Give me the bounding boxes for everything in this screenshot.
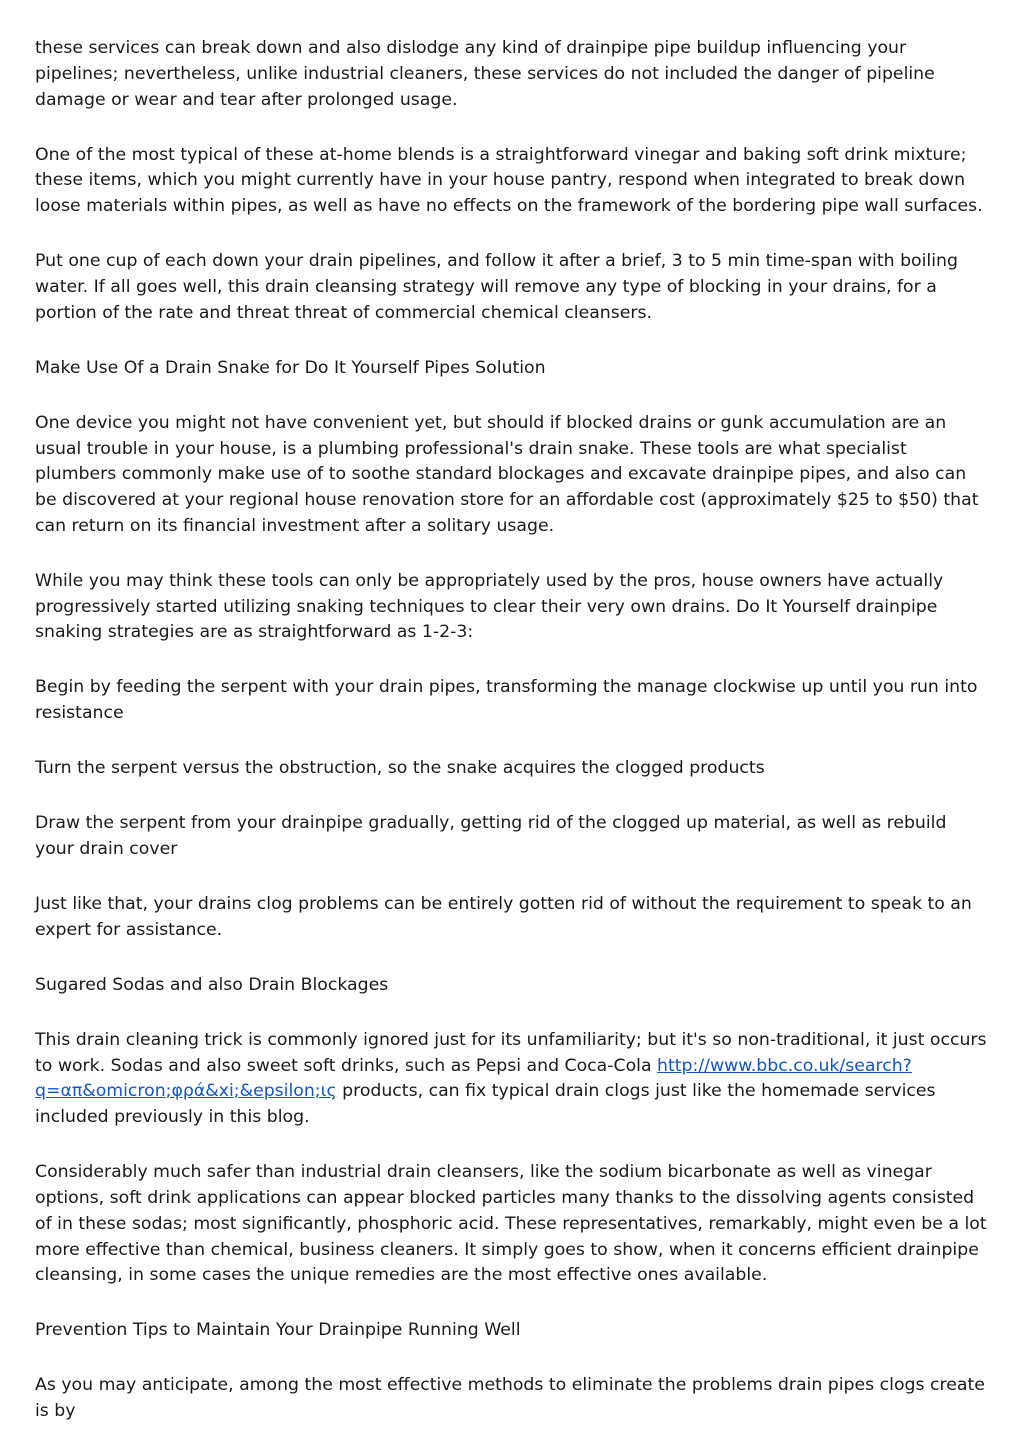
paragraph-boiling-water: Put one cup of each down your drain pipelines, and follow it after a brief, 3 to 5 min time-span with boiling water. If all goes well, this drain cleansing strategy will remove any type of blocking in your drains, for a portion of the rate and threat threat of commercial chemical cleansers. xyxy=(35,251,958,323)
document-body xyxy=(35,36,990,1454)
bbc-search-link[interactable]: http://www.bbc.co.uk/search?q=απ&omicron;φρά&xi;&epsilon;ις xyxy=(35,1055,912,1102)
section-heading-sugared-sodas: Sugared Sodas and also Drain Blockages xyxy=(35,974,389,995)
step-feed-serpent: Begin by feeding the serpent with your drain pipes, transforming the manage clockwise up until you run into resistance xyxy=(35,677,978,724)
step-turn-serpent: Turn the serpent versus the obstruction, so the snake acquires the clogged products xyxy=(35,758,765,779)
paragraph-just-like-that: Just like that, your drains clog problems can be entirely gotten rid of without the requirement to speak to an expert for assistance. xyxy=(35,894,972,940)
paragraph-safer-than-cleansers: Considerably much safer than industrial drain cleansers, like the sodium bicarbonate as well as vinegar options, soft drink applications can appear blocked particles many thanks to the dissolving agents consisted of in these sodas; most significantly, phosphoric acid. These representatives, remarkably, might even be a lot more effective than chemical, business cleaners. It simply goes to show, when it concerns efficient drainpipe cleansing, in some cases the unique remedies are the most effective ones available. xyxy=(35,1162,987,1286)
paragraph-prevention-intro: As you may anticipate, among the most effective methods to eliminate the problems drain pipes clogs create is by xyxy=(35,1375,985,1422)
paragraph-soda-trick xyxy=(35,1028,990,1131)
soda-trick-text-after: products, can fix typical drain clogs just like the homemade services included previously in this blog. xyxy=(35,1081,936,1128)
paragraph-services-intro: these services can break down and also dislodge any kind of drainpipe pipe buildup influencing your pipelines; nevertheless, unlike industrial cleaners, these services do not included the danger of pipeline damage or wear and tear after prolonged usage. xyxy=(35,38,935,110)
paragraph-vinegar-baking-soda: One of the most typical of these at-home blends is a straightforward vinegar and baking soft drink mixture; these items, which you might currently have in your house pantry, respond when integrated to break down loose materials within pipes, as well as have no effects on the framework of the bordering pipe wall surfaces. xyxy=(35,144,983,217)
section-heading-drain-snake: Make Use Of a Drain Snake for Do It Yourself Pipes Solution xyxy=(35,357,546,378)
section-heading-prevention-tips: Prevention Tips to Maintain Your Drainpipe Running Well xyxy=(35,1320,521,1341)
paragraph-drain-snake-device: One device you might not have convenient yet, but should if blocked drains or gunk accumulation are an usual trouble in your house, is a plumbing professional's drain snake. These tools are what specialist plumbers commonly make use of to soothe standard blockages and excavate drainpipe pipes, and also can be discovered at your regional house renovation store for an affordable cost (approximately $25 to $50) that can return on its financial investment after a solitary usage. xyxy=(35,412,979,536)
step-draw-serpent: Draw the serpent from your drainpipe gradually, getting rid of the clogged up material, as well as rebuild your drain cover xyxy=(35,813,947,860)
paragraph-snaking-techniques: While you may think these tools can only be appropriately used by the pros, house owners have actually progressively started utilizing snaking techniques to clear their very own drains. Do It Yourself drainpipe snaking strategies are as straightforward as 1-2-3: xyxy=(35,570,944,643)
soda-trick-text-before: This drain cleaning trick is commonly ignored just for its unfamiliarity; but it's so non-traditional, it just occurs to work. Sodas and also sweet soft drinks, such as Pepsi and Coca-Cola xyxy=(35,1029,987,1076)
